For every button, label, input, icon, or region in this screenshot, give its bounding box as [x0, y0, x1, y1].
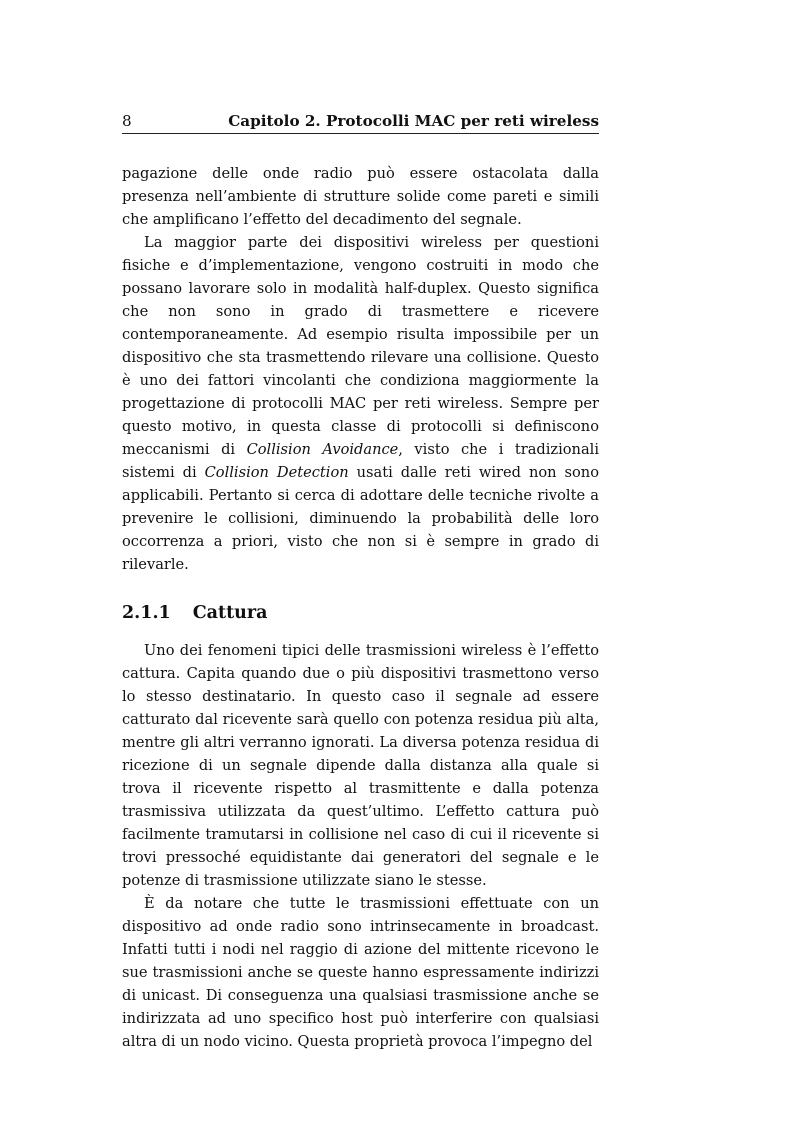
- paragraph-2-part-b: , visto che i tradizionali sistemi di: [122, 441, 599, 481]
- running-title: Capitolo 2. Protocolli MAC per reti wireless: [228, 112, 599, 130]
- paragraph-1: pagazione delle onde radio può essere ostacolata dalla presenza nell’ambiente di strutture solide come pareti e simili che amplificano l’effetto del decadimento del segnale.: [122, 165, 599, 228]
- paragraph-4: È da notare che tutte le trasmissioni effettuate con un dispositivo ad onde radio sono intrinsecamente in broadcast. Infatti tutti i nodi nel raggio di azione del mittente ricevono le sue trasmissioni anche se queste hanno espressamente indirizzi di unicast. Di conseguenza una qualsiasi trasmissione anche se indirizzata ad uno specifico host può interferire con qualsiasi altra di un nodo vicino. Questa proprietà provoca l’impegno del: [122, 895, 599, 1050]
- page-header: [122, 112, 599, 134]
- section-number: 2.1.1: [122, 603, 171, 623]
- paragraph-2-part-a: La maggior parte dei dispositivi wireless per questioni fisiche e d’implementazione, vengono costruiti in modo che possano lavorare solo in modalità half-duplex. Questo significa che non sono in grado di trasmettere e ricevere contemporaneamente. Ad esempio risulta impossibile per un dispositivo che sta trasmettendo rilevare una collisione. Questo è uno dei fattori vincolanti che condiziona maggiormente la progettazione di protocolli MAC per reti wireless. Sempre per questo motivo, in questa classe di protocolli si definiscono meccanismi di: [122, 234, 599, 458]
- term-collision-detection: Collision Detection: [204, 464, 349, 481]
- paragraph-2: [122, 231, 599, 576]
- paragraph-3: Uno dei fenomeni tipici delle trasmissioni wireless è l’effetto cattura. Capita quando due o più dispositivi trasmettono verso lo stesso destinatario. In questo caso il segnale ad essere catturato dal ricevente sarà quello con potenza residua più alta, mentre gli altri verranno ignorati. La diversa potenza residua di ricezione di un segnale dipende dalla distanza alla quale si trova il ricevente rispetto al trasmittente e dalla potenza trasmissiva utilizzata da quest’ultimo. L’effetto cattura può facilmente tramutarsi in collisione nel caso di cui il ricevente si trovi pressoché equidistante dai generatori del segnale e le potenze di trasmissione utilizzate siano le stesse.: [122, 642, 599, 889]
- page-number: 8: [122, 112, 132, 130]
- section-heading: [122, 602, 599, 625]
- term-collision-avoidance: Collision Avoidance: [246, 441, 399, 458]
- section-title: Cattura: [192, 603, 268, 623]
- paragraph-2-part-c: usati dalle reti wired non sono applicabili. Pertanto si cerca di adottare delle tecniche rivolte a prevenire le collisioni, diminuendo la probabilità delle loro occorrenza a priori, visto che non si è sempre in grado di rilevarle.: [122, 464, 599, 573]
- body-text: [122, 162, 599, 1053]
